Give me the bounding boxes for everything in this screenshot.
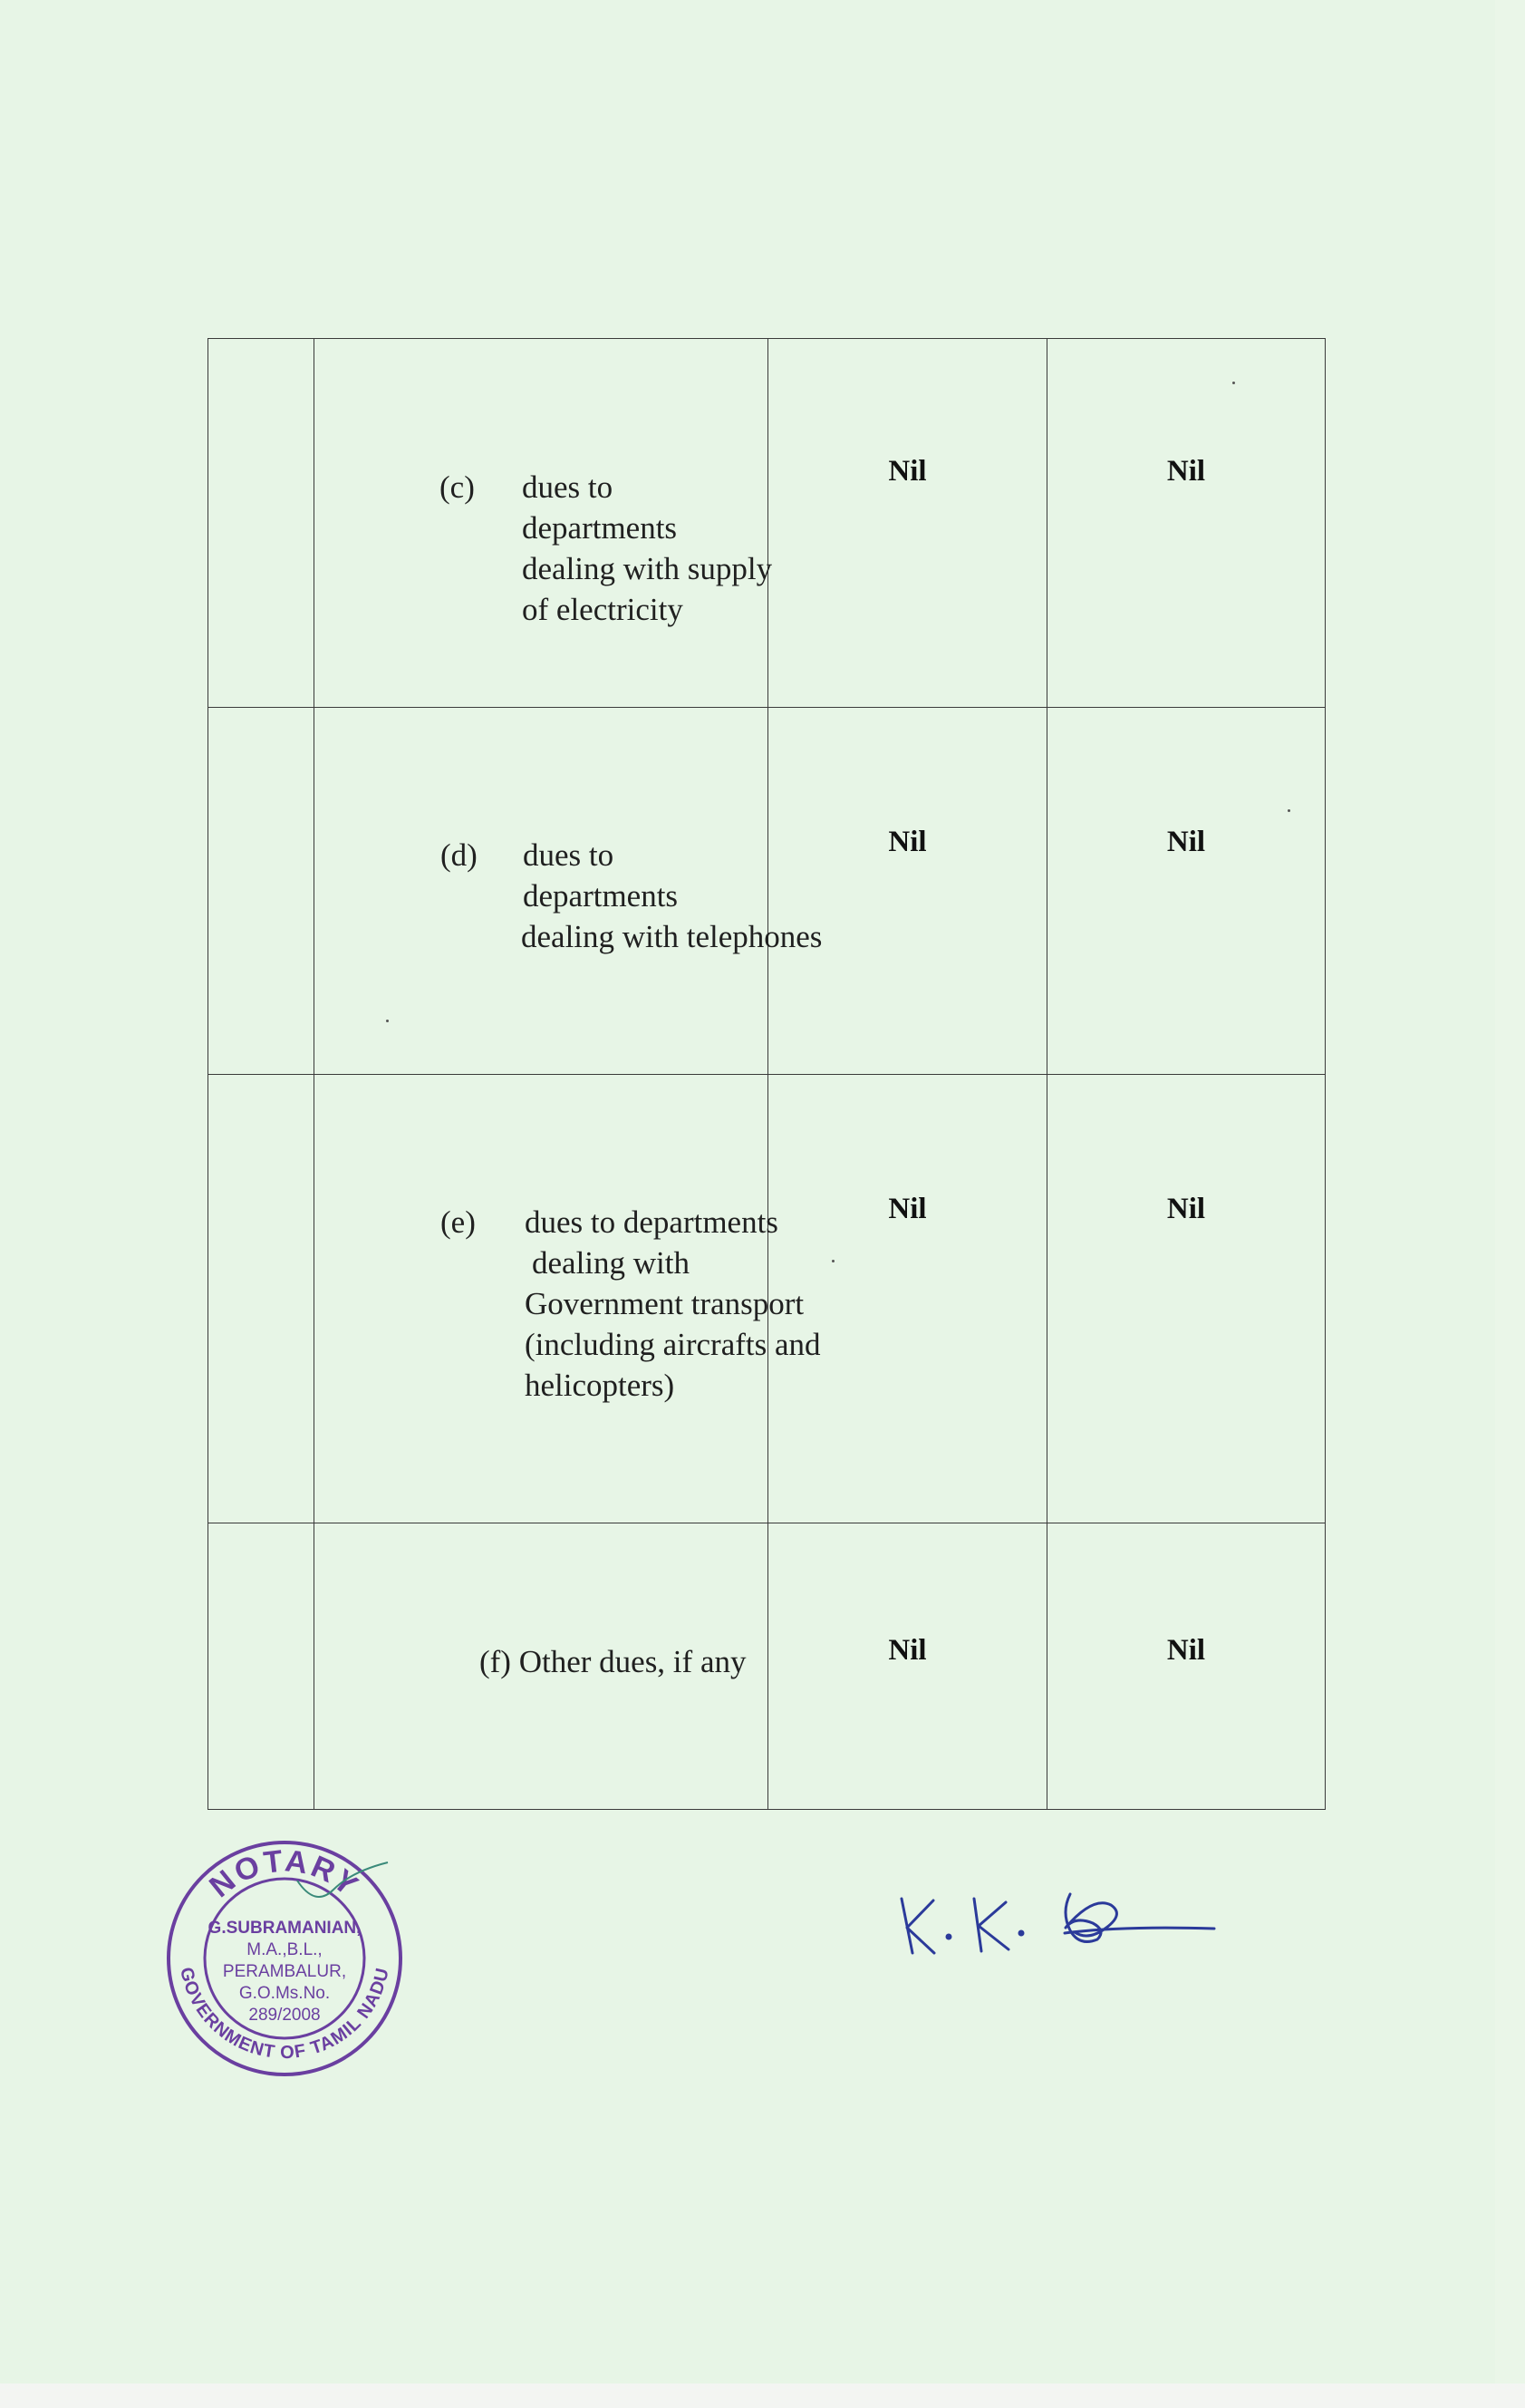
item-text-line: dealing with telephones — [521, 919, 823, 954]
notary-stamp-seal — [161, 1835, 408, 2082]
stamp-line: G.SUBRAMANIAN, — [208, 1919, 362, 1938]
stamp-top-text: NOTARY — [203, 1843, 367, 1905]
table-row — [208, 1523, 1326, 1810]
serial-cell — [208, 708, 314, 1075]
paper-speck — [1232, 382, 1235, 384]
value-cell — [1047, 708, 1326, 1075]
item-text-line: dealing with — [532, 1245, 690, 1281]
item-mark: (d) — [440, 837, 478, 873]
value-nil: Nil — [888, 1634, 927, 1667]
item-text-line: departments — [522, 510, 678, 546]
description-cell — [314, 339, 773, 708]
description-cell — [314, 1523, 768, 1810]
stamp-bottom-text: GOVERNMENT OF TAMIL NADU — [176, 1965, 393, 2064]
value-nil: Nil — [888, 455, 927, 488]
value-cell — [1047, 339, 1326, 708]
serial-cell — [208, 1075, 314, 1523]
value-nil: Nil — [1166, 1193, 1206, 1225]
item-text-line: dues to — [522, 469, 613, 505]
paper-speck — [386, 1020, 389, 1022]
page-bottom-edge — [0, 2384, 1525, 2408]
table-row — [208, 339, 1326, 708]
item-text-line: dues to — [523, 837, 614, 873]
dues-table — [208, 338, 1326, 1810]
item-text-line: dues to departments — [525, 1204, 778, 1240]
value-nil: Nil — [888, 1193, 927, 1225]
description-cell — [314, 708, 823, 1075]
stamp-line: M.A.,B.L., — [246, 1940, 323, 1959]
value-cell — [768, 339, 1047, 708]
paper-speck — [1288, 809, 1290, 812]
svg-text:NOTARY — [203, 1843, 366, 1904]
serial-cell — [208, 1523, 314, 1810]
value-nil: Nil — [1166, 826, 1206, 858]
item-text-line: dealing with supply — [522, 551, 773, 586]
value-cell — [768, 1523, 1047, 1810]
stamp-line: 289/2008 — [248, 2006, 321, 2025]
description-cell — [314, 1075, 821, 1523]
table-row — [208, 1075, 1326, 1523]
item-text-line: of electricity — [522, 592, 683, 627]
signature-image — [893, 1862, 1228, 1962]
item-mark: (e) — [440, 1204, 476, 1240]
item-text-line: Government transport — [525, 1286, 805, 1321]
value-cell — [768, 1075, 1047, 1523]
value-nil: Nil — [1166, 455, 1206, 488]
stamp-line: PERAMBALUR, — [222, 1962, 347, 1981]
value-nil: Nil — [1166, 1634, 1206, 1667]
item-text: (f) Other dues, if any — [479, 1644, 747, 1679]
value-cell — [768, 708, 1047, 1075]
item-text-line: (including aircrafts and — [525, 1327, 821, 1362]
value-nil: Nil — [888, 826, 927, 858]
item-mark: (c) — [439, 469, 475, 505]
paper-speck — [832, 1260, 835, 1262]
value-cell — [1047, 1523, 1326, 1810]
value-cell — [1047, 1075, 1326, 1523]
serial-cell — [208, 339, 314, 708]
stamp-line: G.O.Ms.No. — [238, 1984, 331, 2003]
table-row — [208, 708, 1326, 1075]
item-text-line: helicopters) — [525, 1368, 675, 1403]
item-text-line: departments — [523, 878, 679, 914]
